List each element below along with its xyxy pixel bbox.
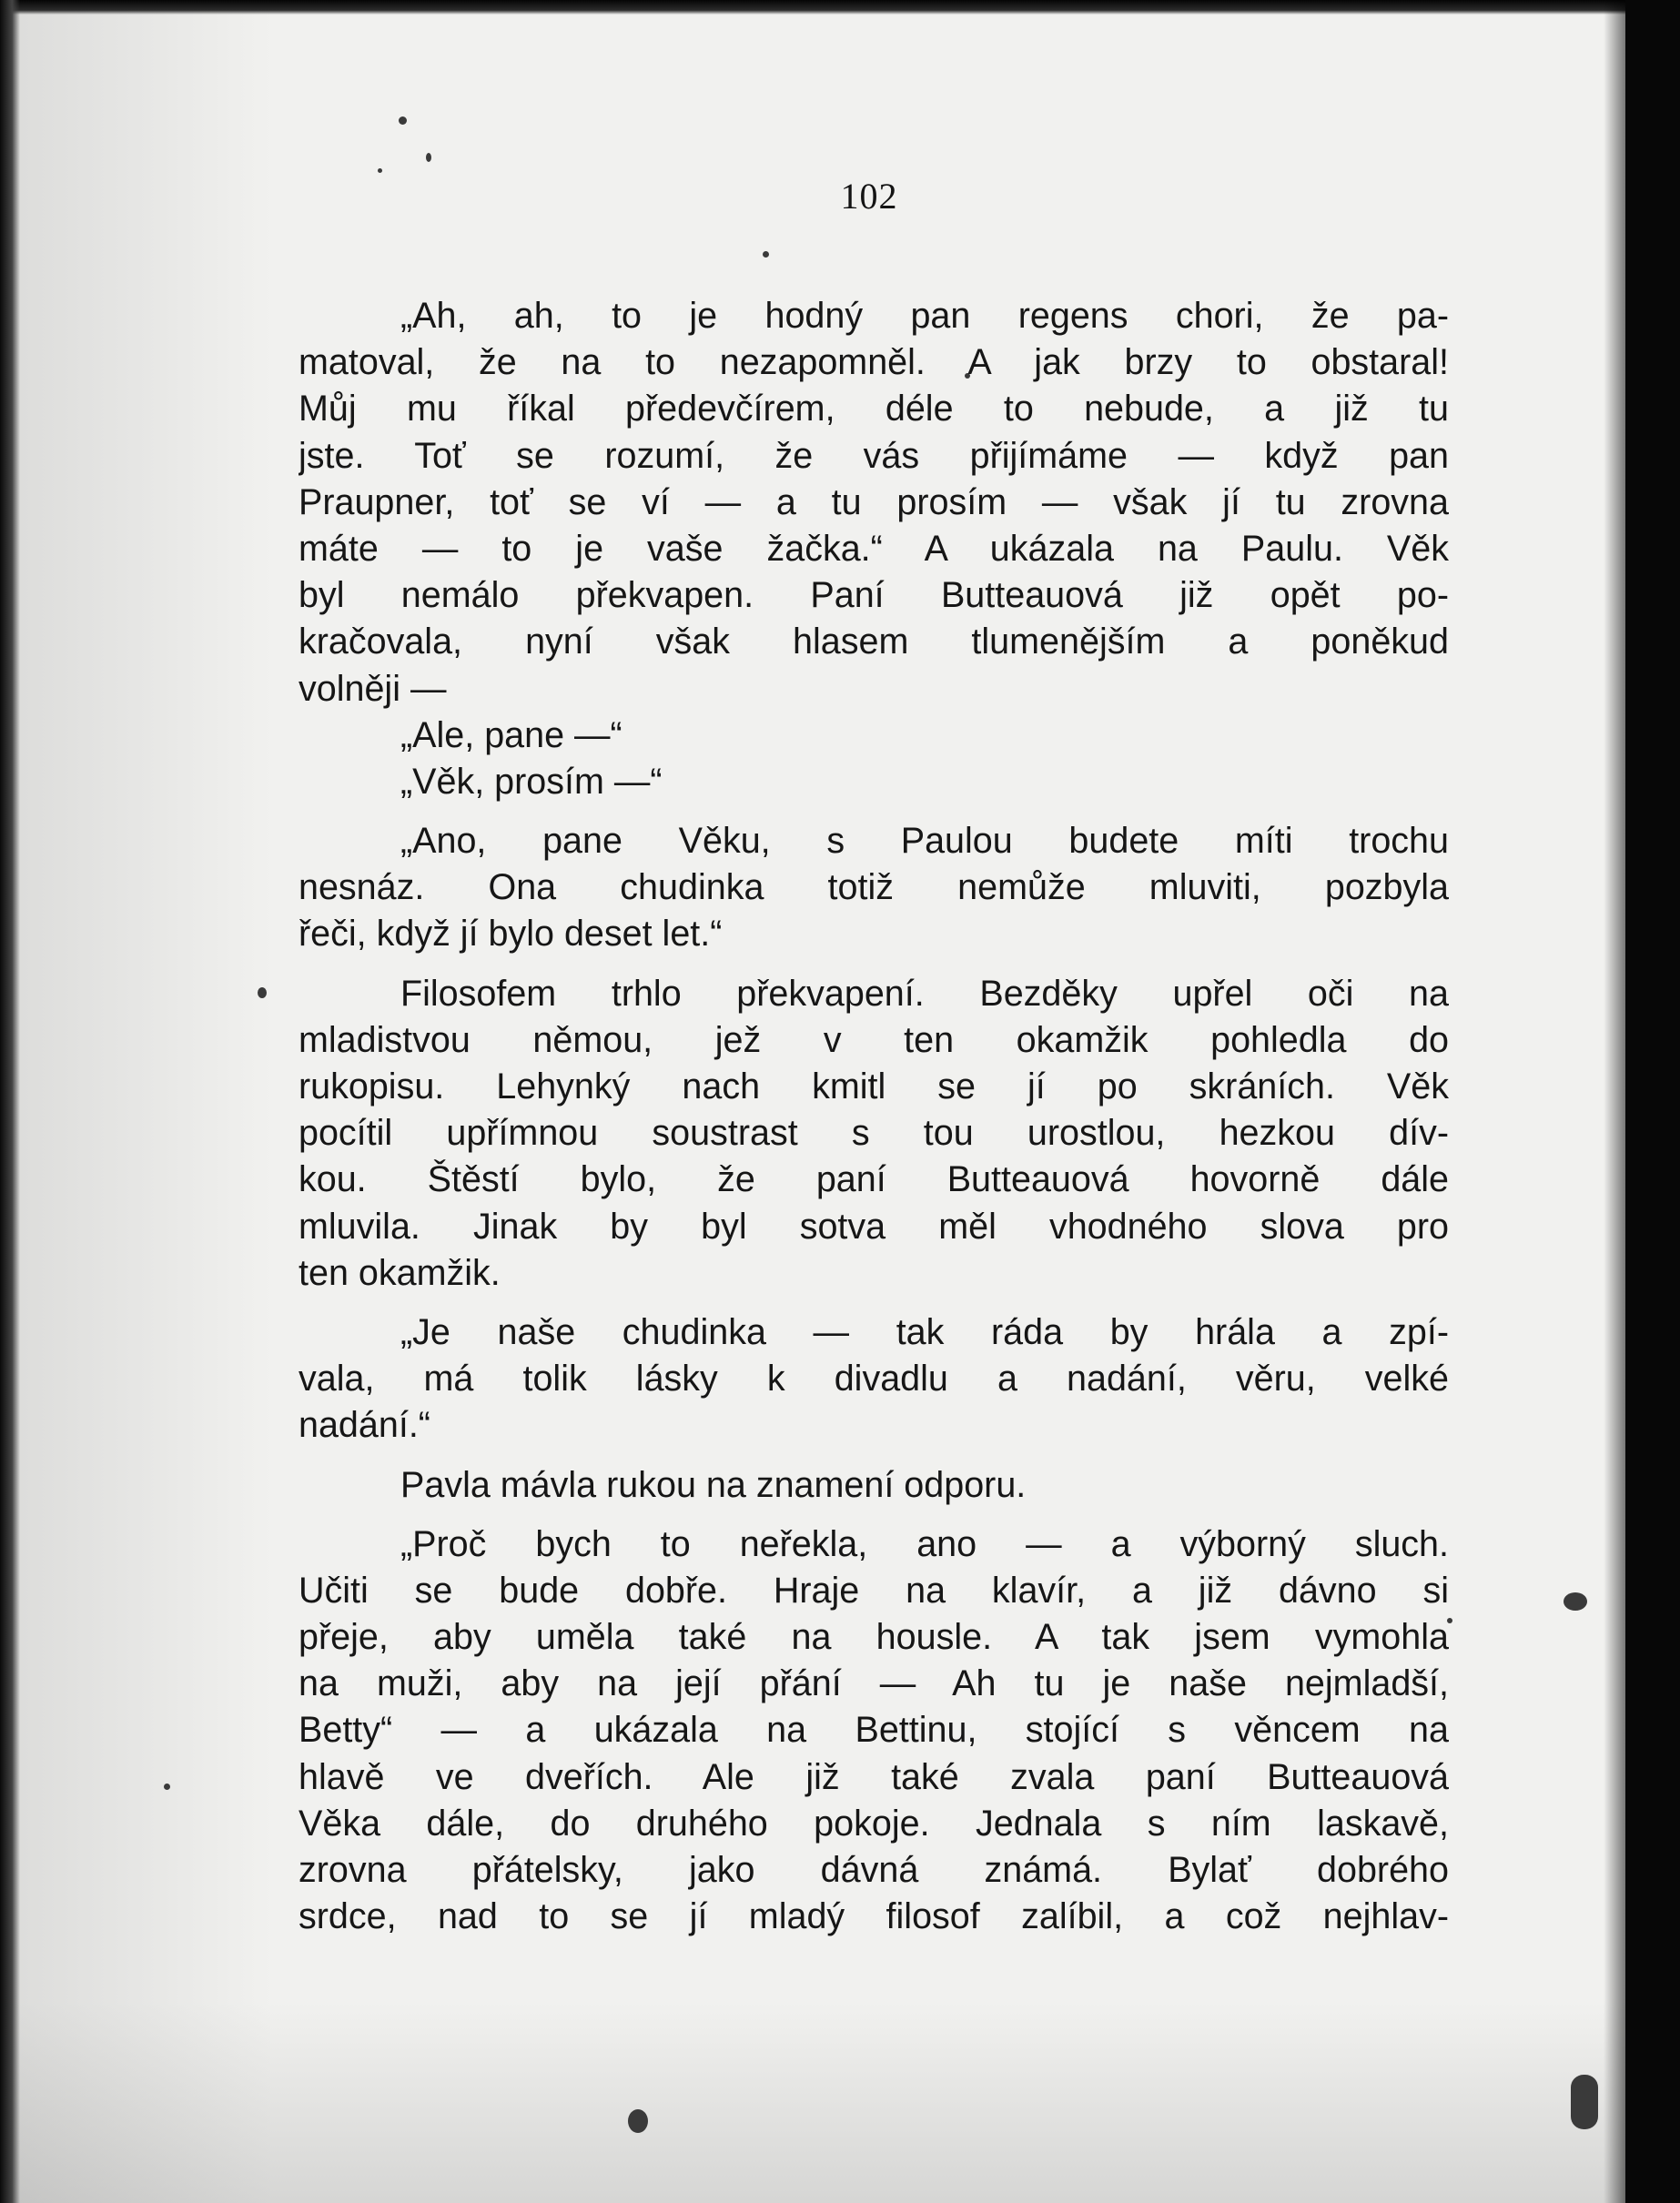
text-line: nadání.“ (299, 1405, 430, 1446)
page-number: 102 (840, 176, 898, 217)
dust-speck (258, 987, 267, 998)
scan-edge-right-shadow (1604, 0, 1627, 2203)
dust-speck (1564, 1592, 1587, 1611)
text-line: nesnáz. Ona chudinka totiž nemůže mluviti, pozbyla (299, 867, 1449, 908)
text-line: „Proč bych to neřekla, ano — a výborný sluch. (400, 1523, 1449, 1564)
text-line: hlavě ve dveřích. Ale již také zvala paní Butteauová (299, 1756, 1449, 1797)
text-line: Pavla mávla rukou na znamení odporu. (400, 1464, 1027, 1505)
page-shading-left (0, 0, 273, 2203)
text-line: mladistvou němou, jež v ten okamžik pohledla do (299, 1019, 1449, 1060)
text-line: Betty“ — a ukázala na Bettinu, stojící s věncem na (299, 1710, 1449, 1751)
text-line: na muži, aby na její přání — Ah tu je naše nejmladší, (299, 1663, 1449, 1704)
dust-speck (628, 2109, 648, 2133)
dust-speck (1571, 2075, 1598, 2129)
scan-edge-top (0, 0, 1680, 15)
text-line: jste. Toť se rozumí, že vás přijímáme — když pan (299, 435, 1449, 476)
text-line: kračovala, nyní však hlasem tlumenějším a poněkud (299, 621, 1449, 662)
text-line: kou. Štěstí bylo, že paní Butteauová hovorně dále (299, 1159, 1449, 1200)
text-line: „Je naše chudinka — tak ráda by hrála a zpí- (400, 1311, 1449, 1352)
text-line: přeje, aby uměla také na housle. A tak jsem vymohla (299, 1617, 1449, 1658)
text-line: rukopisu. Lehynký nach kmitl se jí po skráních. Věk (299, 1066, 1449, 1107)
scan-edge-left (0, 0, 20, 2203)
text-line: matoval, že na to nezapomněl. A jak brzy to obstaral! (299, 342, 1449, 383)
page-shading-bottom (0, 2002, 1680, 2203)
text-line: máte — to je vaše žačka.“ A ukázala na Paulu. Věk (299, 528, 1449, 569)
text-line: „Věk, prosím —“ (400, 761, 663, 802)
text-line: Filosofem trhlo překvapení. Bezděky upřel oči na (400, 973, 1449, 1014)
text-line: Učiti se bude dobře. Hraje na klavír, a již dávno si (299, 1570, 1449, 1611)
dust-speck (164, 1784, 170, 1790)
text-line: byl nemálo překvapen. Paní Butteauová již opět po- (299, 575, 1449, 616)
scan-edge-right (1625, 0, 1680, 2203)
text-line: pocítil upřímnou soustrast s tou urostlou, hezkou dív- (299, 1113, 1449, 1154)
text-line: Věka dále, do druhého pokoje. Jednala s ním laskavě, (299, 1803, 1449, 1844)
text-line: zrovna přátelsky, jako dávná známá. Bylať dobrého (299, 1850, 1449, 1890)
text-line: řeči, když jí bylo deset let.“ (299, 914, 723, 955)
text-line: vala, má tolik lásky k divadlu a nadání, věru, velké (299, 1359, 1449, 1400)
text-line: Praupner, toť se ví — a tu prosím — však jí tu zrovna (299, 481, 1449, 522)
dust-speck (426, 153, 431, 162)
dust-speck (763, 251, 769, 258)
text-line: „Ano, pane Věku, s Paulou budete míti trochu (400, 821, 1449, 862)
text-line: srdce, nad to se jí mladý filosof zalíbil, a což nejhlav- (299, 1896, 1449, 1937)
text-line: „Ah, ah, to je hodný pan regens chori, že pa- (400, 296, 1449, 336)
dust-speck (399, 116, 407, 125)
text-line: ten okamžik. (299, 1252, 501, 1293)
text-line: volněji — (299, 668, 447, 709)
dust-speck (378, 168, 382, 173)
text-line: Můj mu říkal předevčírem, déle to nebude, a již tu (299, 389, 1449, 429)
text-line: „Ale, pane —“ (400, 714, 622, 755)
body-text (299, 293, 1449, 1940)
text-line: mluvila. Jinak by byl sotva měl vhodného slova pro (299, 1206, 1449, 1247)
